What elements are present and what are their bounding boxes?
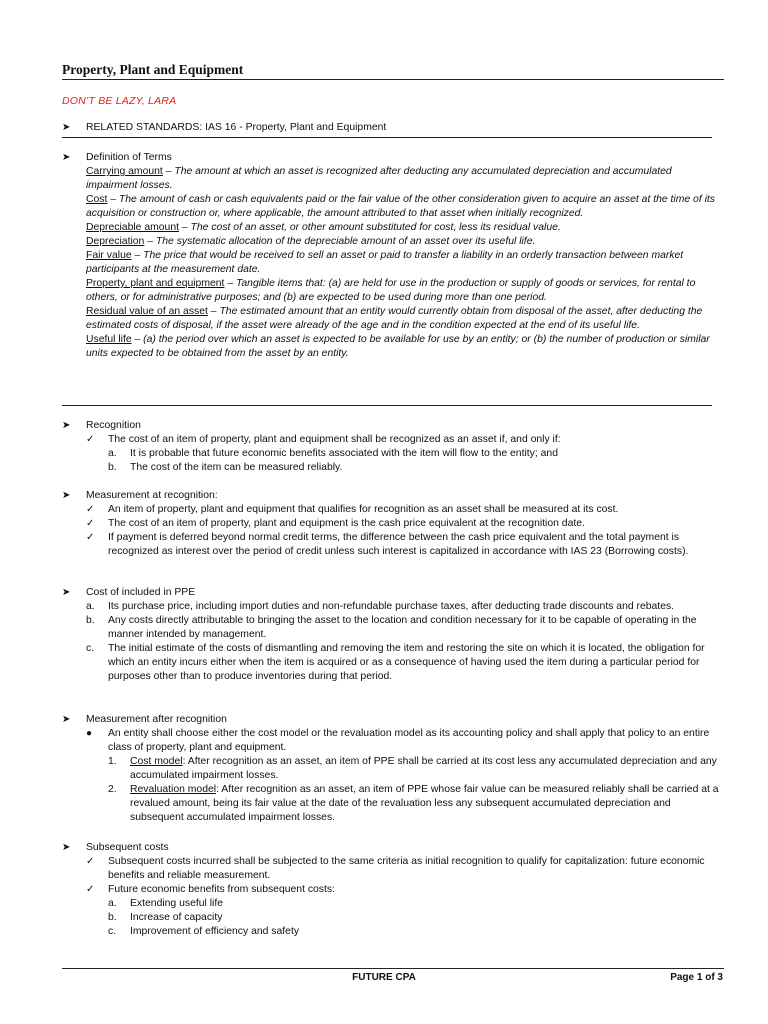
numbered-item: 2. Revaluation model: After recognition as an asset, an item of PPE whose fair value can be measured reliably shall be carried at a revalued amount, being its fair value at the date of the revaluation less any subsequent accumulated depreciation and subsequent accumulated impairment losses. (108, 784, 719, 823)
definition-item (86, 221, 724, 235)
definition-item (86, 165, 724, 193)
definition-item (86, 305, 724, 333)
checkmark-icon: ✓ (86, 518, 95, 529)
definition-term: Cost (86, 194, 108, 205)
definition-text: – The cost of an asset, or other amount substituted for cost, less its residual value. (179, 222, 561, 233)
definition-term: Property, plant and equipment (86, 278, 225, 289)
checkmark-icon: ✓ (86, 856, 95, 867)
definition-text: – The estimated amount that an entity would currently obtain from disposal of the asset, after deducting the estimated costs of disposal, if the asset were already of the age and in the condition expected at the end of its useful life. (86, 306, 703, 331)
title-divider (62, 79, 724, 80)
definition-text: – The systematic allocation of the depreciable amount of an asset over its useful life. (144, 236, 536, 247)
definition-item (86, 235, 724, 249)
sub-item: a. It is probable that future economic benefits associated with the item will flow to the entity; and (108, 448, 558, 459)
check-item: ✓ An item of property, plant and equipment that qualifies for recognition as an asset shall be measured at its cost. (62, 503, 724, 517)
sub-item: c. Improvement of efficiency and safety (108, 926, 300, 937)
definition-text: – The amount of cash or cash equivalents paid or the fair value of the other consideration given to acquire an asset at the time of its acquisition or construction or, where applicable, the amount attributed to that asset when initially recognized. (86, 194, 716, 219)
definition-text: – (a) the period over which an asset is expected to be available for use by an entity; or (b) the number of production or similar units expected to be obtained from the asset by an entity. (86, 334, 710, 359)
recognition-section (62, 419, 724, 475)
sub-item: b. The cost of the item can be measured reliably. (108, 462, 343, 473)
arrow-icon: ➤ (62, 587, 71, 598)
lettered-item: a. Its purchase price, including import duties and non-refundable purchase taxes, after deducting trade discounts and rebates. (86, 601, 675, 612)
footer-divider (62, 968, 724, 969)
check-item: ✓ The cost of an item of property, plant and equipment shall be recognized as an asset if, and only if: (62, 433, 724, 447)
motto: DON’T BE LAZY, LARA (62, 95, 177, 107)
definitions-section (62, 151, 724, 361)
definition-term: Useful life (86, 334, 132, 345)
cost-included-section (62, 586, 724, 684)
definition-item (86, 249, 724, 277)
sub-item: b. Increase of capacity (108, 912, 223, 923)
definition-text: – Tangible items that: (a) are held for use in the production or supply of goods or services, for rental to others, or for administrative purposes; and (b) are expected to be used during more than one period. (86, 278, 696, 303)
definition-text: – The price that would be received to sell an asset or paid to transfer a liability in an orderly transaction between market participants at the measurement date. (86, 250, 684, 275)
definition-term: Depreciation (86, 236, 145, 247)
definition-text: – The amount at which an asset is recognized after deducting any accumulated depreciation and accumulated impairment losses. (86, 166, 672, 191)
check-item: ✓ Future economic benefits from subsequent costs: (62, 883, 724, 897)
definition-item (86, 277, 724, 305)
arrow-icon: ➤ (62, 490, 71, 501)
arrow-icon: ➤ (62, 842, 71, 853)
lettered-item: b. Any costs directly attributable to bringing the asset to the location and condition necessary for it to be capable of operating in the manner intended by management. (86, 615, 697, 640)
definition-item (86, 333, 724, 361)
subsequent-costs-heading: Subsequent costs (86, 842, 169, 853)
arrow-icon: ➤ (62, 152, 71, 163)
measurement-at-heading: Measurement at recognition: (86, 490, 218, 501)
arrow-icon: ➤ (62, 122, 71, 133)
definitions-list (62, 165, 724, 361)
check-item: ✓ If payment is deferred beyond normal credit terms, the difference between the cash price equivalent and the total payment is recognized as interest over the period of credit unless such interest is capitalized in accordance with IAS 23 (Borrowing costs). (62, 531, 724, 559)
definition-item (86, 193, 724, 221)
bullet-icon: ● (86, 728, 93, 739)
revaluation-model-term: Revaluation model (130, 784, 217, 795)
definitions-heading: Definition of Terms (86, 152, 172, 163)
measurement-after-heading: Measurement after recognition (86, 714, 227, 725)
checkmark-icon: ✓ (86, 884, 95, 895)
cost-included-heading: Cost of included in PPE (86, 587, 196, 598)
page-number: Page 1 of 3 (670, 972, 723, 983)
section-divider (62, 405, 712, 406)
section-divider (62, 137, 712, 138)
recognition-heading: Recognition (86, 420, 141, 431)
measurement-after-recognition-section (62, 713, 724, 825)
arrow-icon: ➤ (62, 420, 71, 431)
subsequent-costs-section (62, 841, 724, 939)
cost-model-term: Cost model (130, 756, 183, 767)
definition-term: Depreciable amount (86, 222, 179, 233)
definition-term: Residual value of an asset (86, 306, 208, 317)
lettered-item: c. The initial estimate of the costs of dismantling and removing the item and restoring the site on which it is located, the obligation for which an entity incurs either when the item is acquired or as a consequence of having used the item during a particular period for purposes other than to produce inventories during that period. (86, 643, 705, 682)
arrow-icon: ➤ (62, 714, 71, 725)
footer-label: FUTURE CPA (352, 972, 416, 983)
check-item: ✓ The cost of an item of property, plant and equipment is the cash price equivalent at the recognition date. (62, 517, 724, 531)
sub-item: a. Extending useful life (108, 898, 223, 909)
checkmark-icon: ✓ (86, 504, 95, 515)
related-standards-value: IAS 16 - Property, Plant and Equipment (202, 122, 387, 133)
bullet-item: ● An entity shall choose either the cost model or the revaluation model as its accounting policy and shall apply that policy to an entire class of property, plant and equipment. (62, 727, 724, 755)
page-title: Property, Plant and Equipment (62, 62, 244, 77)
checkmark-icon: ✓ (86, 532, 95, 543)
related-standards-label: RELATED STANDARDS: (86, 122, 203, 133)
check-item: ✓ Subsequent costs incurred shall be subjected to the same criteria as initial recognition to qualify for capitalization: future economic benefits and reliable measurement. (62, 855, 724, 883)
numbered-item: 1. Cost model: After recognition as an asset, an item of PPE shall be carried at its cost less any accumulated depreciation and any accumulated impairment losses. (108, 756, 717, 781)
measurement-at-recognition-section (62, 489, 724, 559)
checkmark-icon: ✓ (86, 434, 95, 445)
definition-term: Carrying amount (86, 166, 163, 177)
related-standards-section (62, 121, 724, 135)
definition-term: Fair value (86, 250, 132, 261)
